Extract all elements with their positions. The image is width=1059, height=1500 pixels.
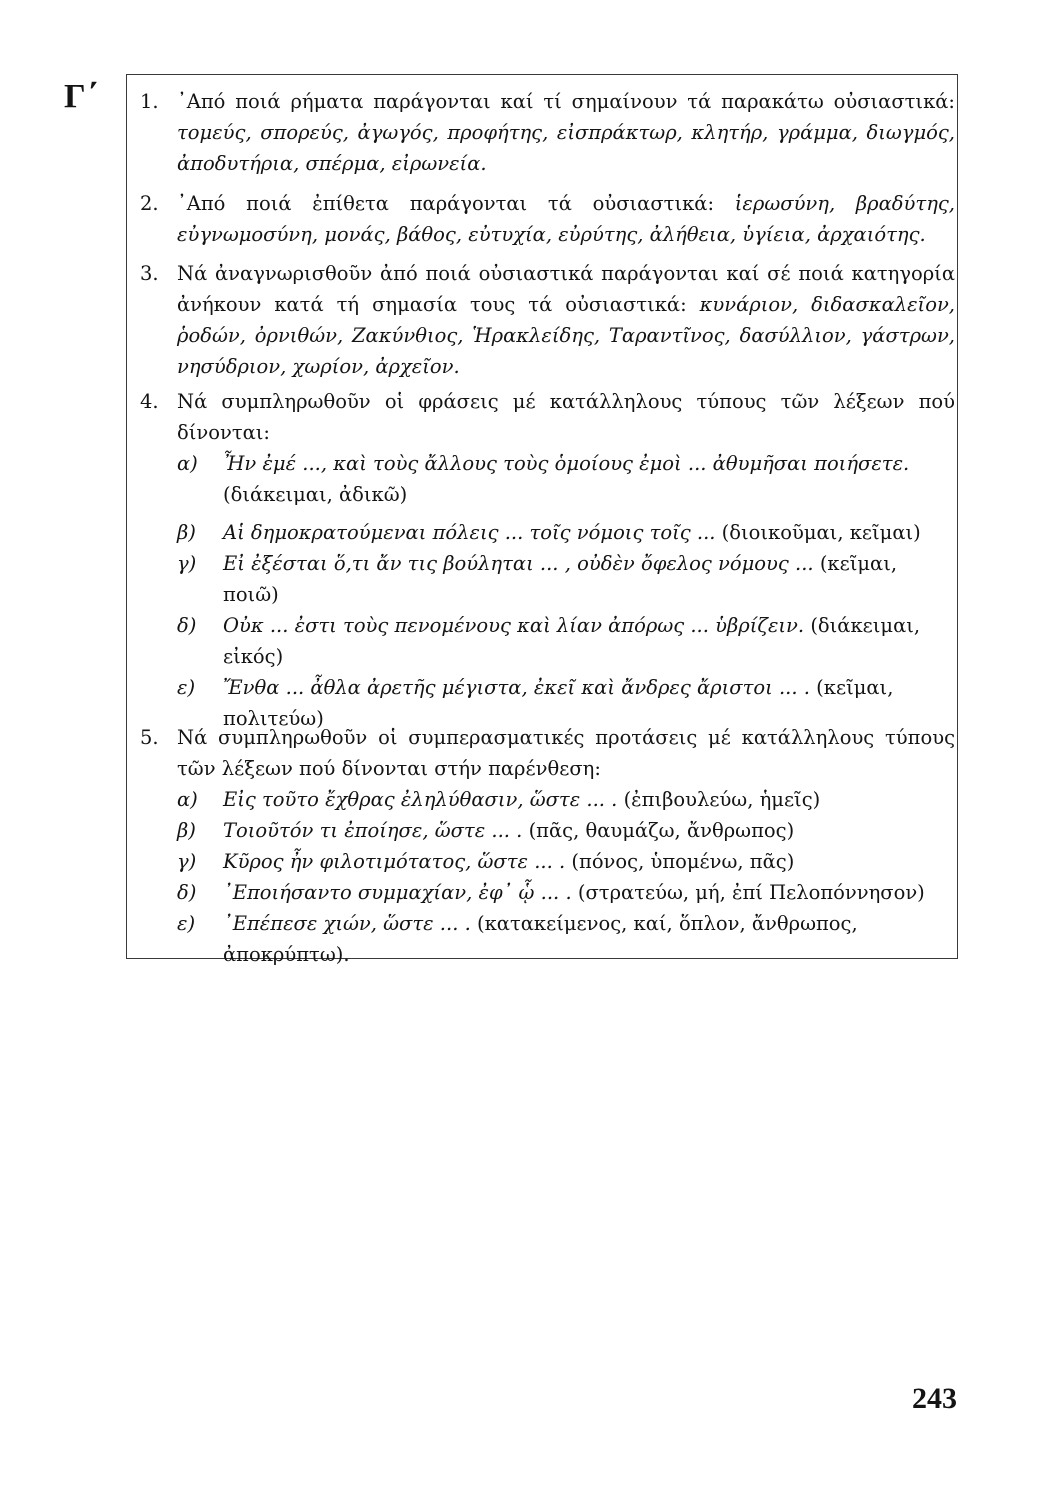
item-hint: (ἐπιβουλεύω, ἡμεῖς) — [623, 788, 821, 811]
item-hint: (στρατεύω, μή, ἐπί Πελοπόννησον) — [577, 881, 925, 904]
item-hint: (κατακείμενος, καί, ὅπλον, ἄνθρωπος, ἀποκρύπτω). — [223, 912, 858, 966]
list-item — [177, 784, 955, 815]
item-sentence: ᾿Εποιήσαντο συμμαχίαν, ἐφ᾽ ᾧ ... . — [223, 881, 572, 904]
exercise-text: Νά συμπληρωθοῦν οἱ φράσεις μέ κατάλληλους τύπους τῶν λέξεων πού δίνονται: — [177, 390, 955, 444]
item-label: γ) — [177, 552, 197, 575]
word-list: τομεύς, σπορεύς, ἀγωγός, προφήτης, εἰσπράκτωρ, κλητήρ, γράμμα, διωγμός, ἀποδυτήρια, σπέρμα, εἰρωνεία. — [177, 121, 955, 175]
exercise-number: 3. — [140, 262, 159, 285]
list-item — [177, 548, 955, 610]
item-label: ε) — [177, 912, 196, 935]
exercise-4-items — [140, 448, 955, 734]
item-hint: (κεῖμαι, πολιτεύω) — [223, 676, 894, 730]
list-item — [177, 877, 955, 908]
list-item — [177, 846, 955, 877]
word-list: κυνάριον, διδασκαλεῖον, ῥοδών, ὀρνιθών, Ζακύνθιος, Ἡρακλείδης, Ταραντῖνος, δασύλλιον, γάστρων, νησύδριον, χωρίον, ἀρχεῖον. — [177, 293, 955, 378]
exercise-5 — [140, 722, 955, 784]
item-sentence: Εἰς τοῦτο ἔχθρας ἐληλύθασιν, ὥστε ... . — [223, 788, 618, 811]
list-item — [177, 448, 955, 510]
item-label: α) — [177, 452, 198, 475]
item-sentence: Αἱ δημοκρατούμεναι πόλεις ... τοῖς νόμοις τοῖς ... — [223, 521, 716, 544]
item-label: α) — [177, 788, 198, 811]
exercise-1 — [140, 86, 955, 179]
item-label: β) — [177, 819, 196, 842]
exercise-2 — [140, 188, 955, 250]
item-hint: (κεῖμαι, ποιῶ) — [223, 552, 898, 606]
item-sentence: ᾿Επέπεσε χιών, ὥστε ... . — [223, 912, 471, 935]
word-list: ἱερωσύνη, βραδύτης, εὐγνωμοσύνη, μονάς, βάθος, εὐτυχία, εὐρύτης, ἀλήθεια, ὑγίεια, ἀρχαιότης. — [177, 192, 955, 246]
item-hint: (διάκειμαι, ἀδικῶ) — [223, 483, 408, 506]
item-label: β) — [177, 521, 196, 544]
exercise-text: Νά ἀναγνωρισθοῦν ἀπό ποιά οὐσιαστικά παράγονται καί σέ ποιά κατηγορία ἀνήκουν κατά τή σημασία τους τά οὐσιαστικά: κυνάριον, διδασκαλεῖον, ῥοδών, ὀρνιθών, Ζακύνθιος, Ἡρακλείδης, Ταραντῖνος, δασύλλιον, γάστρων, νησύδριον, χωρίον, ἀρχεῖον. — [177, 262, 955, 378]
item-sentence: Οὐκ ... ἐστι τοὺς πενομένους καὶ λίαν ἀπόρως ... ὑβρίζειν. — [223, 614, 805, 637]
page-number: 243 — [912, 1382, 957, 1415]
item-sentence: Ἔνθα ... ἆθλα ἀρετῆς μέγιστα, ἐκεῖ καὶ ἄνδρες ἄριστοι ... . — [223, 676, 810, 699]
list-item — [177, 908, 955, 970]
exercise-4 — [140, 386, 955, 448]
exercise-number: 1. — [140, 90, 159, 113]
section-mark: Γ΄ — [64, 78, 99, 115]
item-hint: (πόνος, ὑπομένω, πᾶς) — [571, 850, 795, 873]
item-hint: (διάκειμαι, εἰκός) — [223, 614, 921, 668]
list-item — [177, 610, 955, 672]
exercise-text: ᾿Από ποιά ρήματα παράγονται καί τί σημαίνουν τά παρακάτω οὐσιαστικά: τομεύς, σπορεύς, ἀγωγός, προφήτης, εἰσπράκτωρ, κλητήρ, γράμμα, διωγμός, ἀποδυτήρια, σπέρμα, εἰρωνεία. — [177, 90, 955, 175]
item-sentence: Ἦν ἐμέ ..., καὶ τοὺς ἄλλους τοὺς ὁμοίους ἐμοὶ ... ἀθυμῆσαι ποιήσετε. — [223, 452, 910, 475]
exercise-5-items — [140, 784, 955, 970]
exercise-number: 4. — [140, 390, 159, 413]
exercise-text: Νά συμπληρωθοῦν οἱ συμπερασματικές προτάσεις μέ κατάλληλους τύπους τῶν λέξεων πού δίνονται στήν παρένθεση: — [177, 726, 955, 780]
item-sentence: Κῦρος ἦν φιλοτιμότατος, ὥστε ... . — [223, 850, 566, 873]
exercise-3 — [140, 258, 955, 382]
item-label: ε) — [177, 676, 196, 699]
item-hint: (πᾶς, θαυμάζω, ἄνθρωπος) — [528, 819, 795, 842]
exercise-text: ᾿Από ποιά ἐπίθετα παράγονται τά οὐσιαστικά: ἱερωσύνη, βραδύτης, εὐγνωμοσύνη, μονάς, βάθος, εὐτυχία, εὐρύτης, ἀλήθεια, ὑγίεια, ἀρχαιότης. — [177, 192, 955, 246]
exercise-number: 2. — [140, 192, 159, 215]
list-item — [177, 815, 955, 846]
item-sentence: Τοιοῦτόν τι ἐποίησε, ὥστε ... . — [223, 819, 523, 842]
exercise-number: 5. — [140, 726, 159, 749]
item-label: δ) — [177, 881, 197, 904]
item-sentence: Εἰ ἐξέσται ὅ,τι ἄν τις βούληται ... , οὐδὲν ὄφελος νόμους ... — [223, 552, 814, 575]
item-hint: (διοικοῦμαι, κεῖμαι) — [721, 521, 921, 544]
item-label: δ) — [177, 614, 197, 637]
list-item — [177, 517, 955, 548]
item-label: γ) — [177, 850, 197, 873]
